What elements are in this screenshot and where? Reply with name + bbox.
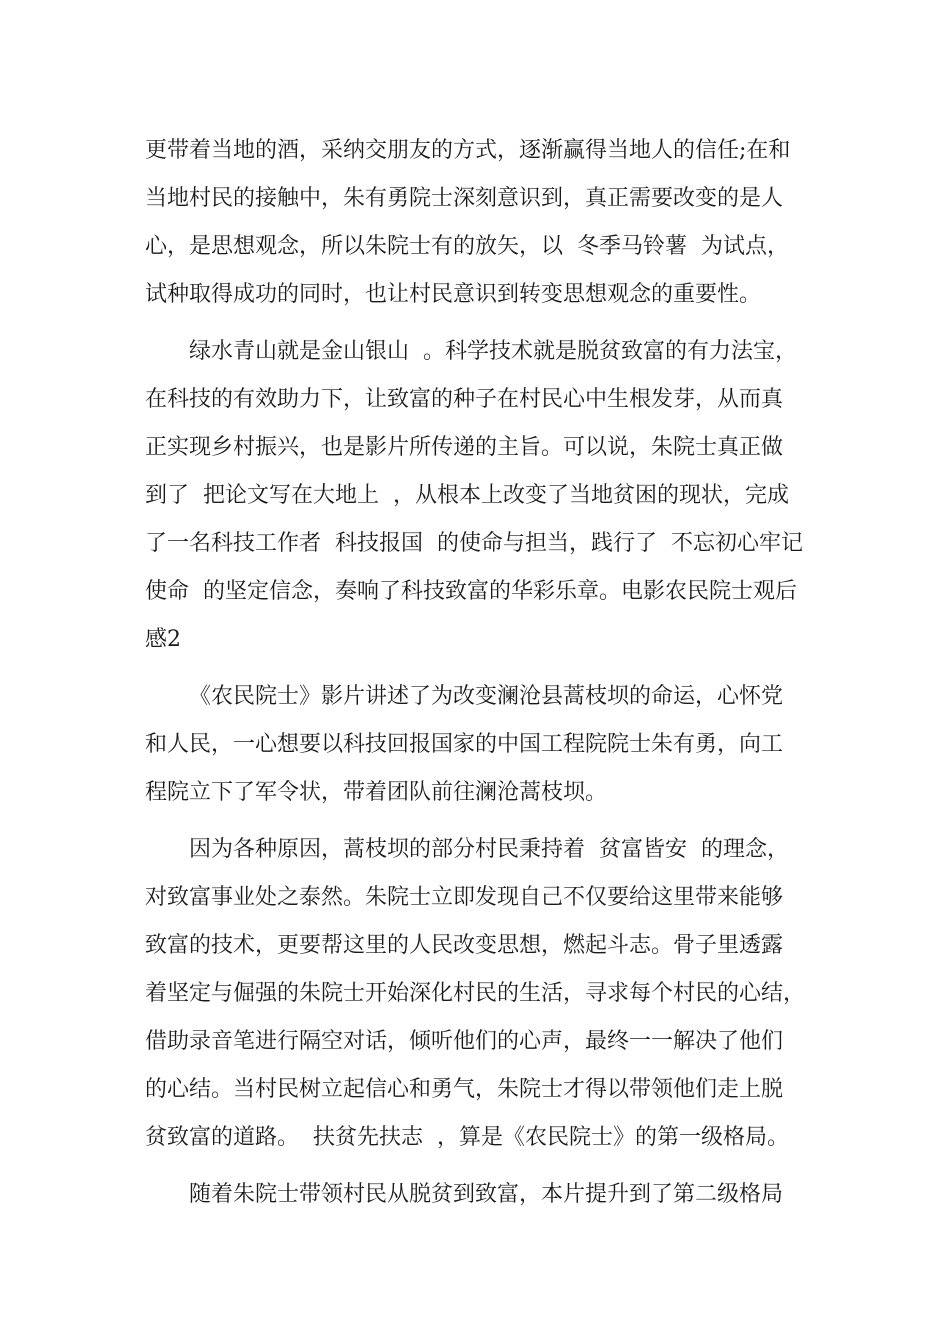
text-line: 致富的技术，更要帮这里的人民改变思想，燃起斗志。骨子里透露 xyxy=(145,933,784,958)
text-line: 感2 xyxy=(145,627,181,652)
text-line: 心，是思想观念，所以朱院士有的放矢，以 冬季马铃薯 为试点， xyxy=(145,234,789,259)
paragraph-first-line: 《农民院士》影片讲述了为改变澜沧县蒿枝坝的命运，心怀党 xyxy=(189,684,784,709)
text-line: 使命 的坚定信念，奏响了科技致富的华彩乐章。电影农民院士观后 xyxy=(145,579,797,604)
text-line: 到了 把论文写在大地上 ，从根本上改变了当地贫困的现状，完成 xyxy=(145,483,789,508)
text-line: 贫致富的道路。 扶贫先扶志 ，算是《农民院士》的第一级格局。 xyxy=(145,1125,789,1150)
text-line: 着坚定与倔强的朱院士开始深化村民的生活，寻求每个村民的心结， xyxy=(145,981,806,1006)
paragraph-first-line: 因为各种原因，蒿枝坝的部分村民秉持着 贫富皆安 的理念， xyxy=(189,837,789,862)
text-line: 和人民，一心想要以科技回报国家的中国工程院院士朱有勇，向工 xyxy=(145,732,784,757)
text-line: 在科技的有效助力下，让致富的种子在村民心中生根发芽，从而真 xyxy=(145,387,784,412)
paragraph-first-line: 随着朱院士带领村民从脱贫到致富，本片提升到了第二级格局 xyxy=(189,1182,784,1207)
text-line: 的心结。当村民树立起信心和勇气，朱院士才得以带领他们走上脱 xyxy=(145,1077,784,1102)
text-line: 借助录音笔进行隔空对话，倾听他们的心声，最终一一解决了他们 xyxy=(145,1029,784,1054)
text-line: 试种取得成功的同时，也让村民意识到转变思想观念的重要性。 xyxy=(145,282,762,307)
text-line: 更带着当地的酒，采纳交朋友的方式，逐渐赢得当地人的信任;在和 xyxy=(145,138,791,163)
text-line: 程院立下了军令状，带着团队前往澜沧蒿枝坝。 xyxy=(145,780,608,805)
paragraph-first-line: 绿水青山就是金山银山 。科学技术就是脱贫致富的有力法宝， xyxy=(189,339,797,364)
text-line: 对致富事业处之泰然。朱院士立即发现自己不仅要给这里带来能够 xyxy=(145,885,784,910)
text-line: 了一名科技工作者 科技报国 的使命与担当，践行了 不忘初心牢记 xyxy=(145,531,803,556)
text-line: 正实现乡村振兴，也是影片所传递的主旨。可以说，朱院士真正做 xyxy=(145,435,784,460)
text-line: 当地村民的接触中，朱有勇院士深刻意识到，真正需要改变的是人 xyxy=(145,186,784,211)
